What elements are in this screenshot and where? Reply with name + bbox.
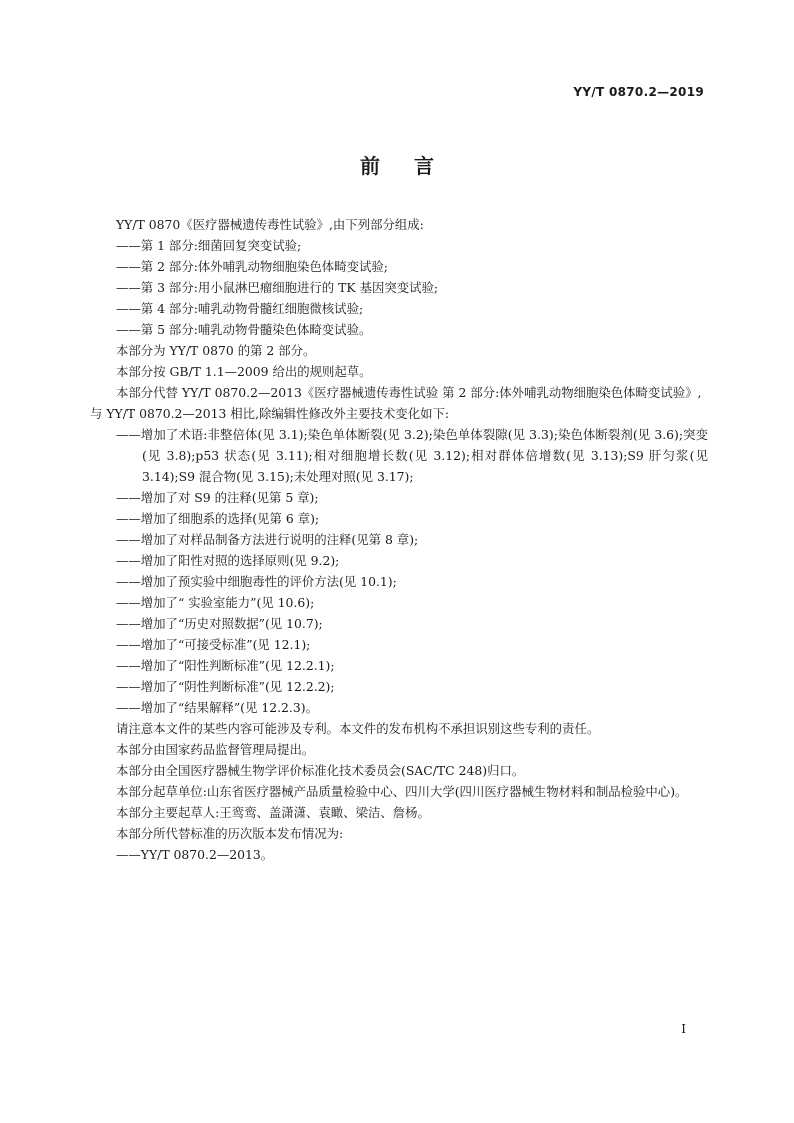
drafting-rule-paragraph: 本部分按 GB/T 1.1—2009 给出的规则起草。 — [116, 364, 372, 379]
change-list-item: ——增加了预实验中细胞毒性的评价方法(见 10.1); — [116, 574, 397, 589]
change-list-item: ——增加了“结果解释”(见 12.2.3)。 — [116, 700, 318, 715]
change-list-item: ——增加了“阳性判断标准”(见 12.2.1); — [116, 658, 335, 673]
foreword-body — [90, 214, 708, 865]
drafters-paragraph: 本部分主要起草人:王鸾鸾、盖潇潇、袁瞰、梁洁、詹杨。 — [116, 805, 430, 820]
part-list-item: ——第 2 部分:体外哺乳动物细胞染色体畸变试验; — [116, 259, 388, 274]
part-list-item: ——第 3 部分:用小鼠淋巴瘤细胞进行的 TK 基因突变试验; — [116, 280, 439, 295]
change-list-item: ——增加了对 S9 的注释(见第 5 章); — [116, 490, 319, 505]
part-list-item: ——第 1 部分:细菌回复突变试验; — [116, 238, 302, 253]
replaces-paragraph: 本部分代替 YY/T 0870.2—2013《医疗器械遗传毒性试验 第 2 部分:体外哺乳动物细胞染色体畸变试验》,与 YY/T 0870.2—2013 相比,除编辑性修改外主要技术变化如下: — [90, 385, 702, 421]
history-list-item: ——YY/T 0870.2—2013。 — [116, 847, 274, 862]
change-list-item: ——增加了“历史对照数据”(见 10.7); — [116, 616, 323, 631]
history-intro-paragraph: 本部分所代替标准的历次版本发布情况为: — [116, 826, 344, 841]
patent-notice: 请注意本文件的某些内容可能涉及专利。本文件的发布机构不承担识别这些专利的责任。 — [116, 721, 600, 736]
part-list-item: ——第 5 部分:哺乳动物骨髓染色体畸变试验。 — [116, 322, 372, 337]
standard-code: YY/T 0870.2—2019 — [573, 85, 704, 99]
drafting-units-paragraph: 本部分起草单位:山东省医疗器械产品质量检验中心、四川大学(四川医疗器械生物材料和制品检验中心)。 — [116, 784, 688, 799]
change-list-item: ——增加了术语:非整倍体(见 3.1);染色单体断裂(见 3.2);染色单体裂隙(见 3.3);染色体断裂剂(见 3.6);突变(见 3.8);p53 状态(见 3.11);相对细胞增长数(见 3.12);相对群体倍增数(见 3.13);S9 肝匀浆(见 3.14);S9 混合物(见 3.15);未处理对照(见 3.17); — [116, 427, 708, 484]
part-list-item: ——第 4 部分:哺乳动物骨髓红细胞微核试验; — [116, 301, 364, 316]
managed-by-paragraph: 本部分由全国医疗器械生物学评价标准化技术委员会(SAC/TC 248)归口。 — [116, 763, 525, 778]
change-list-item: ——增加了对样品制备方法进行说明的注释(见第 8 章); — [116, 532, 419, 547]
change-list-item: ——增加了“ 实验室能力”(见 10.6); — [116, 595, 315, 610]
part-of-paragraph: 本部分为 YY/T 0870 的第 2 部分。 — [116, 343, 316, 358]
change-list-item: ——增加了“阴性判断标准”(见 12.2.2); — [116, 679, 335, 694]
intro-paragraph: YY/T 0870《医疗器械遗传毒性试验》,由下列部分组成: — [116, 217, 424, 232]
change-list-item: ——增加了细胞系的选择(见第 6 章); — [116, 511, 320, 526]
change-list-item: ——增加了“可接受标准”(见 12.1); — [116, 637, 311, 652]
change-list-item: ——增加了阳性对照的选择原则(见 9.2); — [116, 553, 340, 568]
proposed-by-paragraph: 本部分由国家药品监督管理局提出。 — [116, 742, 315, 757]
page-number: I — [681, 1022, 686, 1036]
page-title: 前言 — [360, 154, 468, 178]
